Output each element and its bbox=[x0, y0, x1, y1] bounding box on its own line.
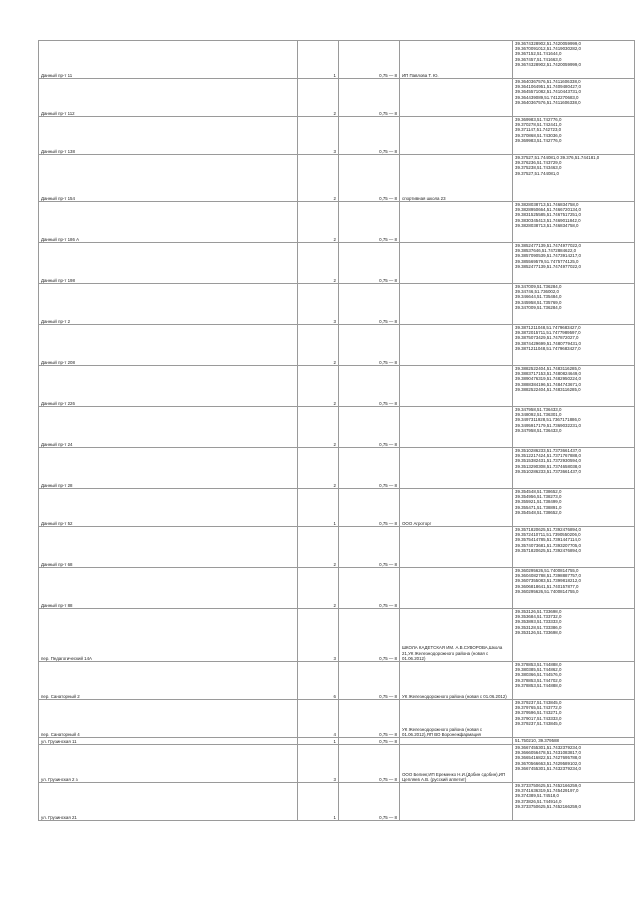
coordinate-line: 39.3883717153,51.7480824649,0 bbox=[515, 371, 581, 377]
volume-cell: 0,75 — 8 bbox=[339, 41, 400, 79]
volume-cell: 0,75 — 8 bbox=[339, 325, 400, 366]
organization-cell: ИП Павлова Т. Ю. bbox=[400, 41, 513, 79]
coordinate-line: 39.3882522404,51.7483116285,0 bbox=[515, 366, 581, 371]
coordinates-cell bbox=[513, 738, 635, 745]
coordinate-line: 39.3607355083,51.7399818212,0 bbox=[515, 578, 581, 584]
coordinate-line: 39.3674328902,51.7420059999,0 bbox=[515, 61, 581, 67]
count-cell: 2 bbox=[298, 325, 339, 366]
address-cell: Данный пр-т 208 bbox=[39, 325, 298, 366]
volume-cell: 0,75 — 8 bbox=[339, 155, 400, 202]
coordinate-line: 39.3575414785,51.7391447114,0 bbox=[515, 537, 581, 543]
coordinates-cell bbox=[513, 325, 635, 366]
coordinates-cell bbox=[513, 527, 635, 568]
coordinate-line: 39.3831525585,51.7467517251,0 bbox=[515, 212, 581, 218]
address-cell: Данный пр-т 226 bbox=[39, 366, 298, 407]
coordinate-line: 39.354548,51.738652,0 bbox=[515, 509, 562, 515]
table-row bbox=[39, 527, 635, 568]
coordinate-line: 39.347009,51.736284,0 bbox=[515, 304, 562, 310]
coordinate-line: 39.3667455301,51.7432379234,0 bbox=[515, 765, 581, 771]
coordinate-line: 39.379017,51.743333,0 bbox=[515, 715, 562, 721]
volume-cell: 0,75 — 8 bbox=[339, 527, 400, 568]
coordinate-line: 39.347958,51.736433,0 bbox=[515, 407, 562, 412]
coordinates-cell bbox=[513, 407, 635, 448]
count-cell: 6 bbox=[298, 662, 339, 700]
address-cell: Данный пр-т 154 bbox=[39, 155, 298, 202]
organization-cell: ООО Белинг,ИП Еременко Н.И.(Добин сдобин),ИП Цепляев А.В. (русский аппетит) bbox=[400, 745, 513, 783]
coordinate-line: 39.353893,51.733333,0 bbox=[515, 619, 562, 625]
coordinate-line: 39.3882522404,51.7483116285,0 bbox=[515, 386, 581, 392]
coordinate-line: 39.3888384196,51.7484743671,0 bbox=[515, 381, 581, 387]
coordinate-line: 39.374389,51.74518,0 bbox=[515, 793, 559, 799]
coordinates-cell bbox=[513, 79, 635, 117]
address-cell: Данный пр-т 52 bbox=[39, 489, 298, 527]
coordinate-line: 39.3640367576,51.7411606338,0 bbox=[515, 99, 581, 105]
coordinate-line: 39.38537646,51.7472884622,0 bbox=[515, 248, 577, 254]
coordinate-line: 39.3641064951,51.7409480427,0 bbox=[515, 84, 581, 90]
table-row bbox=[39, 700, 635, 738]
volume-cell: 0,75 — 8 bbox=[339, 243, 400, 284]
coordinate-line: 39.364439089,51.7412270683,0 bbox=[515, 94, 579, 100]
address-cell: Данный пр-т 28 bbox=[39, 448, 298, 489]
coordinate-line: 39.3674328902,51.7420059999,0 bbox=[515, 41, 581, 46]
coordinate-line: 39.3665416822,51.7427695788,0 bbox=[515, 755, 581, 761]
organization-cell bbox=[400, 117, 513, 155]
organization-cell bbox=[400, 366, 513, 407]
count-cell: 2 bbox=[298, 155, 339, 202]
coordinate-line: 39.37527,51.744081,0 39.376,51.744181,0 bbox=[515, 155, 600, 160]
coordinates-cell bbox=[513, 202, 635, 243]
coordinate-line: 39.373826,51.744914,0 bbox=[515, 798, 562, 804]
address-cell: Данный пр-т 68 bbox=[39, 527, 298, 568]
count-cell: 2 bbox=[298, 202, 339, 243]
volume-cell: 0,75 — 8 bbox=[339, 448, 400, 489]
address-cell: ул. Грузинская 11 bbox=[39, 738, 298, 745]
volume-cell: 0,75 — 8 bbox=[339, 284, 400, 325]
address-cell: ул. Грузинская 2 з bbox=[39, 745, 298, 783]
organization-cell bbox=[400, 243, 513, 284]
coordinate-line: 39.380385,51.744862,0 bbox=[515, 667, 562, 673]
table-body bbox=[39, 41, 635, 821]
volume-cell: 0,75 — 8 bbox=[339, 662, 400, 700]
address-cell: Данный пр-т 112 bbox=[39, 79, 298, 117]
table-row bbox=[39, 79, 635, 117]
coordinate-line: 39.3828038713,51.746834758,0 bbox=[515, 222, 579, 228]
table-row bbox=[39, 155, 635, 202]
coordinates-cell bbox=[513, 366, 635, 407]
coordinate-line: 39.3875073429,51.747872027,0 bbox=[515, 335, 579, 341]
organization-cell: ШКОЛА КАДЕТСКАЯ ИМ. А.В.СУВОРОВА,Школа 21,УК Железнодорожного района (новая с 01.06.2012) bbox=[400, 609, 513, 662]
volume-cell: 0,75 — 8 bbox=[339, 745, 400, 783]
table-row bbox=[39, 745, 635, 783]
count-cell: 3 bbox=[298, 745, 339, 783]
coordinate-line: 39.370868,51.743036,0 bbox=[515, 132, 562, 138]
coordinate-line: 39.354956,51.738273,0 bbox=[515, 494, 562, 500]
organization-cell bbox=[400, 783, 513, 821]
coordinates-cell bbox=[513, 745, 635, 783]
organization-cell bbox=[400, 448, 513, 489]
coordinate-line: 39.3513290308,51.7374658038,0 bbox=[515, 463, 581, 469]
coordinate-line: 39.3857090539,51.7473914217,0 bbox=[515, 253, 581, 259]
coordinate-line: 39.370278,51.742441,0 bbox=[515, 122, 562, 128]
count-cell: 3 bbox=[298, 609, 339, 662]
organization-cell: УК Железнодорожного района (новая с 01.06.2012),ЯП ВО Воронежфармация bbox=[400, 700, 513, 738]
coordinates-cell bbox=[513, 243, 635, 284]
coordinate-line: 39.3830345413,51.7469011842,0 bbox=[515, 217, 581, 223]
coordinate-line: 39.355921,51.738499,0 bbox=[515, 499, 562, 505]
address-cell: Данный пр-т 186 А bbox=[39, 202, 298, 243]
coordinate-line: 39.3495917179,51.7369032231,0 bbox=[515, 422, 581, 428]
count-cell: 1 bbox=[298, 489, 339, 527]
address-cell: Данный пр-т 24 bbox=[39, 407, 298, 448]
coordinates-cell bbox=[513, 155, 635, 202]
coordinates-cell bbox=[513, 662, 635, 700]
address-cell: Данный пр-т 198 bbox=[39, 243, 298, 284]
coordinate-line: 39.353128,51.733386,0 bbox=[515, 624, 562, 630]
coordinate-line: 39.3645571082,51.7410443731,0 bbox=[515, 89, 581, 95]
coordinate-line: 51.750210, 39.379588 bbox=[515, 738, 559, 743]
organization-cell bbox=[400, 284, 513, 325]
coordinate-line: 39.3515382431,51.7372930594,0 bbox=[515, 458, 581, 464]
organization-cell bbox=[400, 407, 513, 448]
coordinates-cell bbox=[513, 448, 635, 489]
volume-cell: 0,75 — 8 bbox=[339, 202, 400, 243]
coordinate-line: 39.346644,51.735484,0 bbox=[515, 294, 562, 300]
table-row bbox=[39, 489, 635, 527]
coordinate-line: 39.3733750625,51.7452166259,0 bbox=[515, 783, 581, 788]
volume-cell: 0,75 — 8 bbox=[339, 700, 400, 738]
coordinate-line: 39.3871211048,51.7479683427,0 bbox=[515, 325, 581, 330]
spreadsheet-page bbox=[38, 40, 609, 821]
coordinate-line: 39.3510286233,51.7373661437,0 bbox=[515, 448, 581, 453]
coordinate-line: 39.355471,51.738891,0 bbox=[515, 504, 562, 510]
coordinates-cell bbox=[513, 783, 635, 821]
address-cell: пер. Педагогический 14А bbox=[39, 609, 298, 662]
coordinate-line: 39.367152,51.741644,0 bbox=[515, 51, 562, 57]
coordinates-cell bbox=[513, 117, 635, 155]
coordinate-line: 39.3828950664,51.7466720134,0 bbox=[515, 207, 581, 213]
count-cell: 1 bbox=[298, 783, 339, 821]
address-cell: Данный пр-т 138 bbox=[39, 117, 298, 155]
count-cell: 1 bbox=[298, 41, 339, 79]
table-row bbox=[39, 366, 635, 407]
count-cell: 2 bbox=[298, 448, 339, 489]
address-cell: ул. Грузинская 21 bbox=[39, 783, 298, 821]
coordinate-line: 39.3872015711,51.7477989597,0 bbox=[515, 330, 581, 336]
organization-cell bbox=[400, 527, 513, 568]
coordinate-line: 39.3497311928,51.7367171886,0 bbox=[515, 417, 581, 423]
coordinate-line: 39.376236,51.743729,0 bbox=[515, 160, 562, 166]
address-cell: Данный пр-т 88 bbox=[39, 568, 298, 609]
organization-cell bbox=[400, 325, 513, 366]
count-cell: 2 bbox=[298, 366, 339, 407]
coordinate-line: 39.3871211048,51.7479683427,0 bbox=[515, 345, 581, 351]
coordinate-line: 39.348092,51.736301,0 bbox=[515, 412, 562, 418]
address-cell: пер. Санаторный 2 bbox=[39, 662, 298, 700]
coordinate-line: 39.37527,51.744081,0 bbox=[515, 170, 559, 176]
coordinate-line: 39.371147,51.742723,0 bbox=[515, 127, 562, 133]
coordinate-line: 39.3890476319,51.7482950224,0 bbox=[515, 376, 581, 382]
table-row bbox=[39, 202, 635, 243]
volume-cell: 0,75 — 8 bbox=[339, 79, 400, 117]
table-row bbox=[39, 738, 635, 745]
coordinate-line: 39.3828038713,51.746834758,0 bbox=[515, 202, 579, 207]
organization-cell bbox=[400, 79, 513, 117]
volume-cell: 0,75 — 8 bbox=[339, 609, 400, 662]
organization-cell: УК Железнодорожного района (новая с 01.06.2012) bbox=[400, 662, 513, 700]
coordinate-line: 39.3733750625,51.7452166259,0 bbox=[515, 803, 581, 809]
organization-cell: ООО Агроторг bbox=[400, 489, 513, 527]
coordinate-line: 39.379237,51.743845,0 bbox=[515, 720, 562, 726]
table-row bbox=[39, 325, 635, 366]
coordinate-line: 39.3574073681,51.7393207705,0 bbox=[515, 542, 581, 548]
coordinate-line: 39.360295626,51.7400814755,0 bbox=[515, 588, 579, 594]
count-cell: 2 bbox=[298, 243, 339, 284]
count-cell: 4 bbox=[298, 700, 339, 738]
coordinate-line: 39.3571820625,51.7392476894,0 bbox=[515, 527, 581, 532]
volume-cell: 0,75 — 8 bbox=[339, 117, 400, 155]
coordinate-line: 39.379596,51.743271,0 bbox=[515, 710, 562, 716]
count-cell: 2 bbox=[298, 407, 339, 448]
address-cell: пер. Санаторный 4 bbox=[39, 700, 298, 738]
organization-cell bbox=[400, 568, 513, 609]
coordinate-line: 39.360295626,51.7400814755,0 bbox=[515, 568, 579, 573]
count-cell: 3 bbox=[298, 117, 339, 155]
organization-cell bbox=[400, 202, 513, 243]
organization-cell: спортивная школа 23 bbox=[400, 155, 513, 202]
coordinate-line: 39.369983,51.742776,0 bbox=[515, 117, 562, 122]
table-row bbox=[39, 243, 635, 284]
table-row bbox=[39, 117, 635, 155]
count-cell: 2 bbox=[298, 527, 339, 568]
coordinate-line: 39.3852477139,51.7474977022,0 bbox=[515, 263, 581, 269]
table-row bbox=[39, 609, 635, 662]
coordinate-line: 39.380366,51.744576,0 bbox=[515, 672, 562, 678]
table-row bbox=[39, 284, 635, 325]
coordinate-line: 39.353126,51.733698,0 bbox=[515, 629, 562, 635]
data-table bbox=[38, 40, 635, 821]
coordinate-line: 39.378853,51.744702,0 bbox=[515, 677, 562, 683]
coordinates-cell bbox=[513, 609, 635, 662]
coordinate-line: 39.353684,51.733732,0 bbox=[515, 614, 562, 620]
coordinate-line: 39.3572410711,51.7390550206,0 bbox=[515, 532, 581, 538]
coordinate-line: 39.3512217424,51.7371767888,0 bbox=[515, 453, 581, 459]
coordinate-line: 39.3640367576,51.7411606338,0 bbox=[515, 79, 581, 84]
count-cell: 2 bbox=[298, 79, 339, 117]
coordinates-cell bbox=[513, 41, 635, 79]
coordinate-line: 39.3874429699,51.7480779431,0 bbox=[515, 340, 581, 346]
coordinate-line: 39.353126,51.733698,0 bbox=[515, 609, 562, 614]
coordinate-line: 39.378853,51.744888,0 bbox=[515, 662, 562, 667]
table-row bbox=[39, 568, 635, 609]
coordinate-line: 39.347009,51.736284,0 bbox=[515, 284, 562, 289]
coordinates-cell bbox=[513, 568, 635, 609]
coordinate-line: 39.3571820625,51.7392476894,0 bbox=[515, 547, 581, 553]
coordinates-cell bbox=[513, 700, 635, 738]
coordinate-line: 39.3510286233,51.7373661437,0 bbox=[515, 468, 581, 474]
coordinate-line: 39.379765,51.743772,0 bbox=[515, 705, 562, 711]
organization-cell bbox=[400, 738, 513, 745]
address-cell: Данный пр-т 2 bbox=[39, 284, 298, 325]
table-row bbox=[39, 407, 635, 448]
table-row bbox=[39, 783, 635, 821]
table-row bbox=[39, 41, 635, 79]
coordinates-cell bbox=[513, 489, 635, 527]
volume-cell: 0,75 — 8 bbox=[339, 489, 400, 527]
coordinate-line: 39.3666056478,51.7431083817,0 bbox=[515, 750, 581, 756]
coordinate-line: 39.354548,51.738652,0 bbox=[515, 489, 562, 494]
coordinate-line: 39.375238,51.743463,0 bbox=[515, 165, 562, 171]
address-cell: Данный пр-т 11 bbox=[39, 41, 298, 79]
coordinate-line: 39.347958,51.736433,0 bbox=[515, 427, 562, 433]
coordinate-line: 39.3852477139,51.7474977022,0 bbox=[515, 243, 581, 248]
table-row bbox=[39, 662, 635, 700]
coordinate-line: 39.369983,51.742776,0 bbox=[515, 137, 562, 143]
table-row bbox=[39, 448, 635, 489]
coordinate-line: 39.367457,51.741663,0 bbox=[515, 56, 562, 62]
coordinate-line: 39.3667455301,51.7432379234,0 bbox=[515, 745, 581, 750]
coordinate-line: 39.379237,51.743845,0 bbox=[515, 700, 562, 705]
volume-cell: 0,75 — 8 bbox=[339, 568, 400, 609]
count-cell: 2 bbox=[298, 568, 339, 609]
coordinate-line: 39.3741636319,51.745429197,0 bbox=[515, 788, 579, 794]
count-cell: 3 bbox=[298, 284, 339, 325]
volume-cell: 0,75 — 8 bbox=[339, 366, 400, 407]
coordinate-line: 39.3606818641,51.740157877,0 bbox=[515, 583, 579, 589]
count-cell: 1 bbox=[298, 738, 339, 745]
coordinate-line: 39.3604082788,51.7398887757,0 bbox=[515, 573, 581, 579]
volume-cell: 0,75 — 8 bbox=[339, 738, 400, 745]
coordinate-line: 39.345958,51.735769,0 bbox=[515, 299, 562, 305]
coordinates-cell bbox=[513, 284, 635, 325]
volume-cell: 0,75 — 8 bbox=[339, 407, 400, 448]
coordinate-line: 39.378853,51.744888,0 bbox=[515, 682, 562, 688]
coordinate-line: 39.385569579,51.7475774125,0 bbox=[515, 258, 579, 264]
volume-cell: 0,75 — 8 bbox=[339, 783, 400, 821]
coordinate-line: 39.3670566663,51.7429589102,0 bbox=[515, 760, 581, 766]
coordinate-line: 39.34746,51.736002,0 bbox=[515, 289, 559, 295]
coordinate-line: 39.3670091012,51.7419030282,0 bbox=[515, 46, 581, 52]
